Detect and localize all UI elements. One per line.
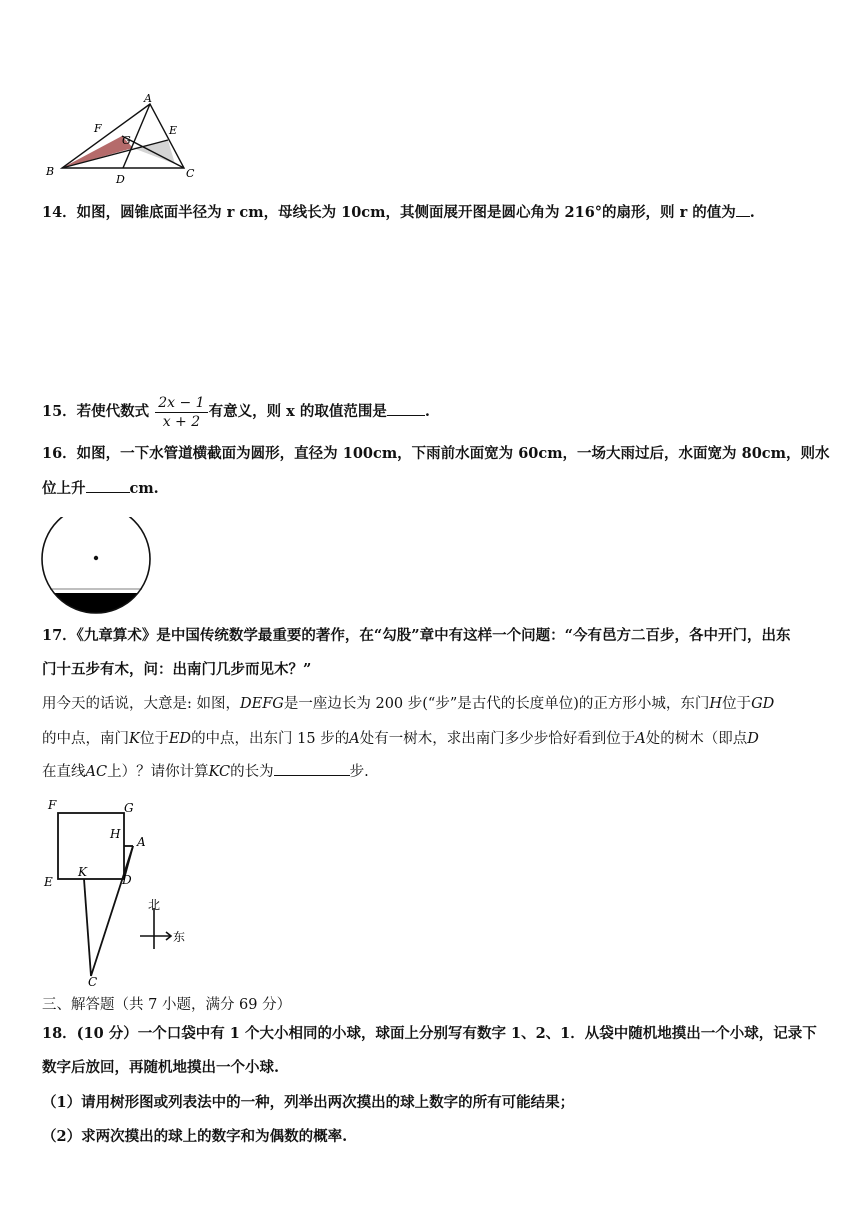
label-north: 北 (148, 898, 161, 912)
section-3-title: 三、解答题（共 7 小题，满分 69 分） (42, 997, 292, 1013)
question-17-line4: 的中点，南门K位于ED的中点，出东门 15 步的A处有一树木，求出南门多少步恰好看到位于A处的树木（即点D (42, 731, 759, 747)
label-G: G (122, 134, 131, 147)
question-17-line2: 门十五步有木，问：出南门几步而见木？” (42, 661, 312, 678)
label-C: C (88, 975, 98, 988)
square-city-figure (40, 796, 200, 988)
label-F: F (48, 798, 57, 812)
question-18-line1: 18．(10 分）一个口袋中有 1 个大小相同的小球，球面上分别写有数字 1、2、1．从袋中随机地摸出一个小球，记录下 (42, 1025, 817, 1042)
label-A: A (144, 92, 152, 105)
question-16-line1: 16．如图，一下水管道横截面为圆形，直径为 100cm，下雨前水面宽为 60cm，一场大雨过后，水面宽为 80cm，则水 (42, 445, 830, 462)
label-D: D (122, 873, 132, 887)
answer-blank-16 (86, 492, 130, 493)
question-18-sub1: （1）请用树形图或列表法中的一种，列举出两次摸出的球上数字的所有可能结果； (42, 1094, 575, 1111)
question-14: 14．如图，圆锥底面半径为 r cm，母线长为 10cm，其侧面展开图是圆心角为 216°的扇形，则 r 的值为 . (42, 204, 755, 221)
answer-blank-15 (387, 415, 425, 416)
question-18-sub2: （2）求两次摸出的球上的数字和为偶数的概率. (42, 1128, 348, 1145)
answer-blank-14 (736, 216, 750, 217)
triangle-figure (40, 92, 210, 187)
question-17-line1: 17．《九章算术》是中国传统数学最重要的著作，在“勾股”章中有这样一个问题：“今有邑方二百步，各中开门，出东 (42, 627, 791, 644)
question-16-line2: 位上升 cm. (42, 480, 159, 497)
answer-blank-17 (274, 775, 350, 776)
question-18-line2: 数字后放回，再随机地摸出一个小球. (42, 1059, 280, 1076)
center-dot (94, 556, 98, 560)
label-D: D (116, 173, 125, 186)
label-A: A (137, 835, 146, 849)
label-C: C (186, 167, 195, 180)
pipe-circle-figure (38, 517, 156, 617)
question-15: 15．若使代数式 $\frac{2x - 1}{x + 2}$ 有意义，则 x 的取值范围是 . (42, 394, 430, 430)
label-H: H (110, 827, 121, 841)
label-G: G (124, 801, 134, 815)
label-E: E (44, 875, 53, 889)
question-17-line3: 用今天的话说，大意是: 如图，DEFG是一座边长为 200 步(“步”是古代的长度单位)的正方形小城，东门H位于GD (42, 696, 775, 712)
label-F: F (94, 122, 102, 135)
label-east: 东 (173, 930, 186, 944)
label-K: K (78, 865, 87, 879)
question-17-line5: 在直线AC上）？请你计算KC的长为 步. (42, 764, 369, 780)
label-B: B (46, 165, 55, 178)
label-E: E (169, 124, 178, 137)
fraction: $\frac{2x - 1}{x + 2}$ (155, 394, 207, 431)
